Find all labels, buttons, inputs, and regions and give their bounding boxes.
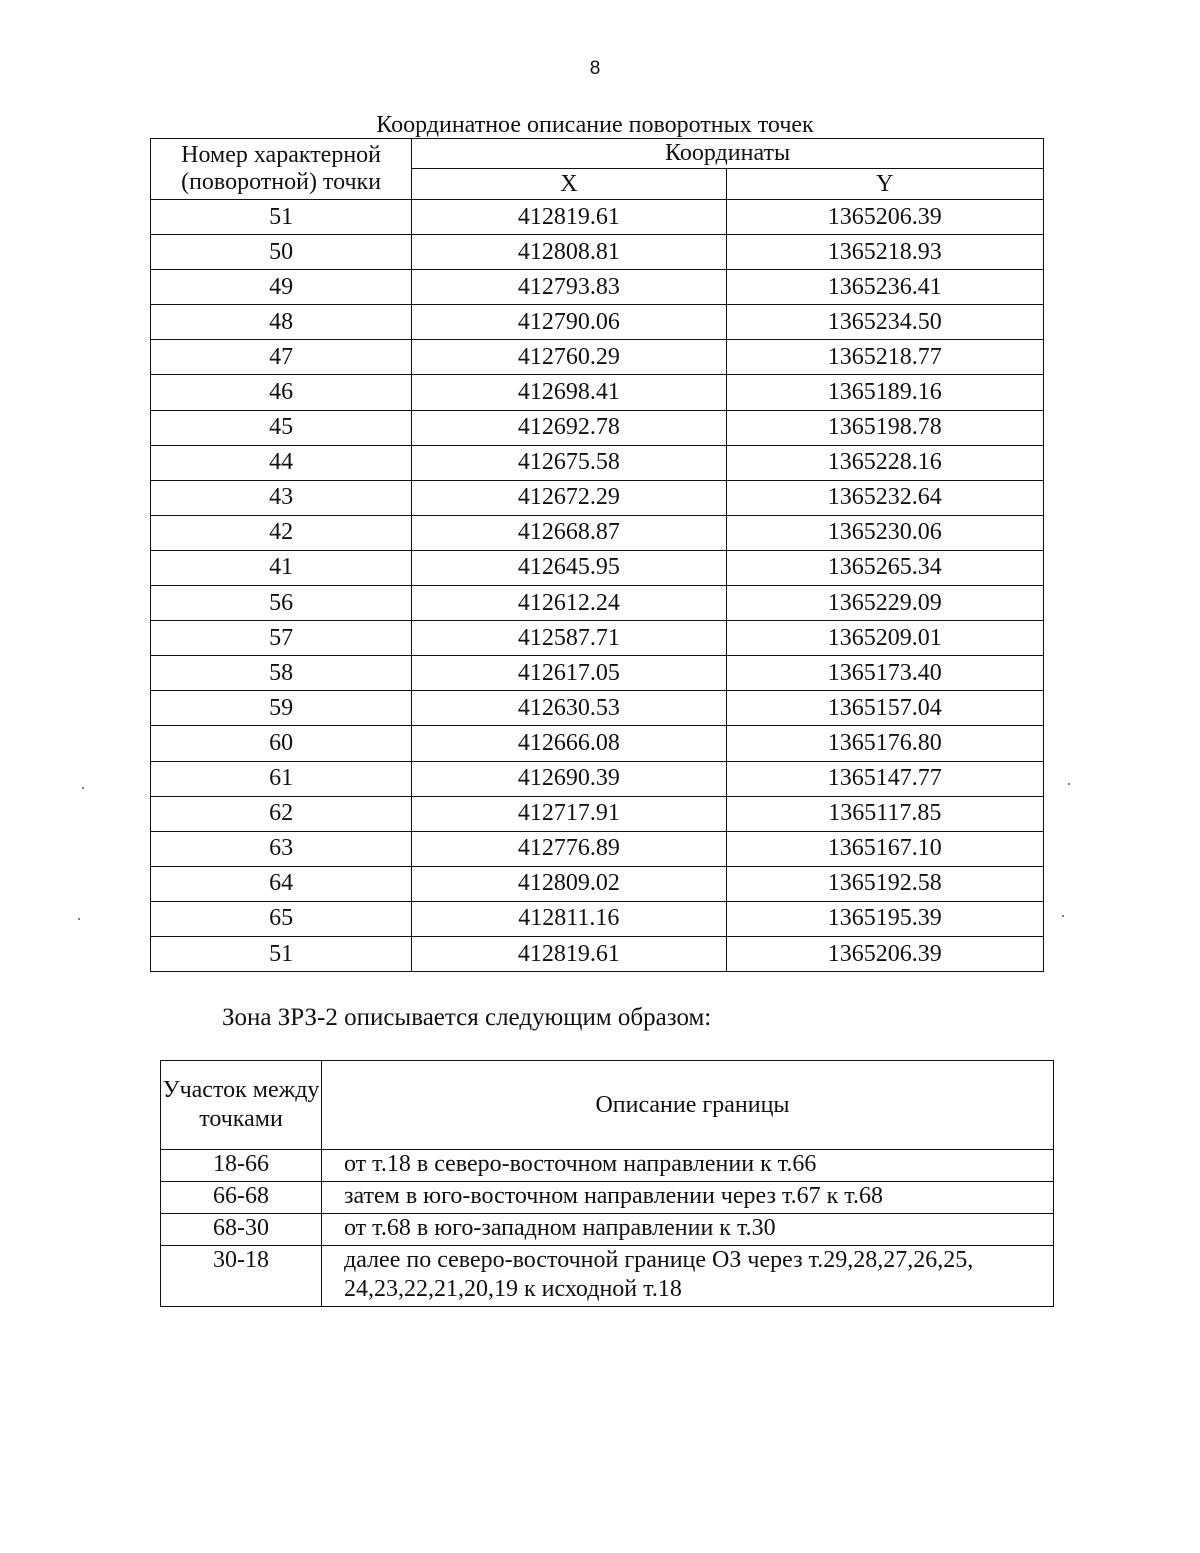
x-coordinate-cell: 412819.61: [412, 200, 726, 235]
y-coordinate-cell: 1365195.39: [726, 901, 1043, 936]
table-row: [151, 410, 1044, 445]
point-number-cell: 51: [151, 200, 412, 235]
x-coordinate-cell: 412675.58: [412, 445, 726, 480]
y-coordinate-cell: 1365230.06: [726, 515, 1043, 550]
zone-title: Зона ЗРЗ-2 описывается следующим образом:: [222, 1004, 712, 1031]
point-number-cell: 61: [151, 761, 412, 796]
x-coordinate-cell: 412808.81: [412, 235, 726, 270]
segment-cell: 66-68: [161, 1182, 322, 1214]
coordinates-table: [150, 138, 1044, 972]
x-coordinate-cell: 412790.06: [412, 305, 726, 340]
point-number-cell: 59: [151, 691, 412, 726]
table-row: [151, 761, 1044, 796]
y-coordinate-cell: 1365192.58: [726, 866, 1043, 901]
point-number-cell: 63: [151, 831, 412, 866]
x-coordinate-cell: 412760.29: [412, 340, 726, 375]
boundary-description-cell: затем в юго-восточном направлении через т.67 к т.68: [322, 1182, 1054, 1214]
y-coordinate-cell: 1365236.41: [726, 270, 1043, 305]
y-coordinate-cell: 1365229.09: [726, 586, 1043, 621]
table-row: [151, 550, 1044, 585]
y-coordinate-cell: 1365265.34: [726, 550, 1043, 585]
y-coordinate-cell: 1365157.04: [726, 691, 1043, 726]
x-coordinate-cell: 412819.61: [412, 936, 726, 971]
y-coordinate-cell: 1365147.77: [726, 761, 1043, 796]
zone-boundary-table-body: [161, 1150, 1054, 1307]
segment-cell: 30-18: [161, 1246, 322, 1307]
scan-speck: [82, 787, 84, 789]
point-number-cell: 50: [151, 235, 412, 270]
point-number-cell: 56: [151, 586, 412, 621]
point-number-cell: 44: [151, 445, 412, 480]
x-coordinate-cell: 412587.71: [412, 621, 726, 656]
table-row: [151, 936, 1044, 971]
y-coordinate-cell: 1365209.01: [726, 621, 1043, 656]
table-row: [161, 1214, 1054, 1246]
point-number-cell: 64: [151, 866, 412, 901]
scan-speck: [78, 918, 80, 920]
table-row: [151, 270, 1044, 305]
x-coordinate-cell: 412776.89: [412, 831, 726, 866]
x-coordinate-cell: 412672.29: [412, 480, 726, 515]
point-number-cell: 45: [151, 410, 412, 445]
table-row: [161, 1182, 1054, 1214]
point-number-cell: 47: [151, 340, 412, 375]
table-row: [151, 375, 1044, 410]
table-row: [151, 726, 1044, 761]
point-number-cell: 65: [151, 901, 412, 936]
y-coordinate-cell: 1365173.40: [726, 656, 1043, 691]
page-number: 8: [589, 58, 601, 79]
coords-table-caption: Координатное описание поворотных точек: [376, 112, 814, 138]
boundary-description-cell: далее по северо-восточной границе ОЗ через т.29,28,27,26,25, 24,23,22,21,20,19 к исходной т.18: [322, 1246, 1054, 1307]
header-y: Y: [726, 169, 1043, 200]
y-coordinate-cell: 1365218.93: [726, 235, 1043, 270]
y-coordinate-cell: 1365234.50: [726, 305, 1043, 340]
table-row: [151, 235, 1044, 270]
table-row: [151, 480, 1044, 515]
header-coordinates: Координаты: [412, 139, 1044, 169]
table-row: [151, 866, 1044, 901]
y-coordinate-cell: 1365228.16: [726, 445, 1043, 480]
x-coordinate-cell: 412668.87: [412, 515, 726, 550]
y-coordinate-cell: 1365232.64: [726, 480, 1043, 515]
point-number-cell: 51: [151, 936, 412, 971]
x-coordinate-cell: 412630.53: [412, 691, 726, 726]
point-number-cell: 57: [151, 621, 412, 656]
table-row: [151, 445, 1044, 480]
header-point-number: [151, 139, 412, 200]
x-coordinate-cell: 412698.41: [412, 375, 726, 410]
point-number-cell: 62: [151, 796, 412, 831]
table-row: [151, 691, 1044, 726]
x-coordinate-cell: 412809.02: [412, 866, 726, 901]
table-row: [151, 831, 1044, 866]
scan-speck: [1068, 783, 1070, 785]
x-coordinate-cell: 412617.05: [412, 656, 726, 691]
y-coordinate-cell: 1365206.39: [726, 936, 1043, 971]
y-coordinate-cell: 1365117.85: [726, 796, 1043, 831]
x-coordinate-cell: 412645.95: [412, 550, 726, 585]
boundary-description-cell: от т.68 в юго-западном направлении к т.30: [322, 1214, 1054, 1246]
table-row: [151, 586, 1044, 621]
table-row: [161, 1246, 1054, 1307]
point-number-cell: 58: [151, 656, 412, 691]
table-row: [151, 901, 1044, 936]
y-coordinate-cell: 1365206.39: [726, 200, 1043, 235]
point-number-cell: 43: [151, 480, 412, 515]
table-row: [151, 200, 1044, 235]
y-coordinate-cell: 1365218.77: [726, 340, 1043, 375]
x-coordinate-cell: 412666.08: [412, 726, 726, 761]
header-point-number-label: Номер характерной (поворотной) точки: [181, 142, 382, 195]
y-coordinate-cell: 1365167.10: [726, 831, 1043, 866]
coordinates-table-body: [151, 200, 1044, 972]
table-row: [161, 1150, 1054, 1182]
segment-cell: 18-66: [161, 1150, 322, 1182]
x-coordinate-cell: 412717.91: [412, 796, 726, 831]
y-coordinate-cell: 1365189.16: [726, 375, 1043, 410]
point-number-cell: 48: [151, 305, 412, 340]
header-segment: Участок между точками: [161, 1061, 322, 1150]
table-row: [151, 621, 1044, 656]
y-coordinate-cell: 1365198.78: [726, 410, 1043, 445]
point-number-cell: 46: [151, 375, 412, 410]
segment-cell: 68-30: [161, 1214, 322, 1246]
y-coordinate-cell: 1365176.80: [726, 726, 1043, 761]
header-boundary-description: Описание границы: [322, 1061, 1054, 1150]
point-number-cell: 60: [151, 726, 412, 761]
x-coordinate-cell: 412612.24: [412, 586, 726, 621]
table-row: [151, 515, 1044, 550]
x-coordinate-cell: 412811.16: [412, 901, 726, 936]
header-x: X: [412, 169, 726, 200]
point-number-cell: 49: [151, 270, 412, 305]
point-number-cell: 42: [151, 515, 412, 550]
table-row: [151, 656, 1044, 691]
boundary-description-cell: от т.18 в северо-восточном направлении к т.66: [322, 1150, 1054, 1182]
table-row: [151, 796, 1044, 831]
scan-speck: [1062, 915, 1064, 917]
x-coordinate-cell: 412793.83: [412, 270, 726, 305]
x-coordinate-cell: 412690.39: [412, 761, 726, 796]
point-number-cell: 41: [151, 550, 412, 585]
table-row: [151, 340, 1044, 375]
zone-boundary-table: [160, 1060, 1054, 1307]
x-coordinate-cell: 412692.78: [412, 410, 726, 445]
table-row: [151, 305, 1044, 340]
